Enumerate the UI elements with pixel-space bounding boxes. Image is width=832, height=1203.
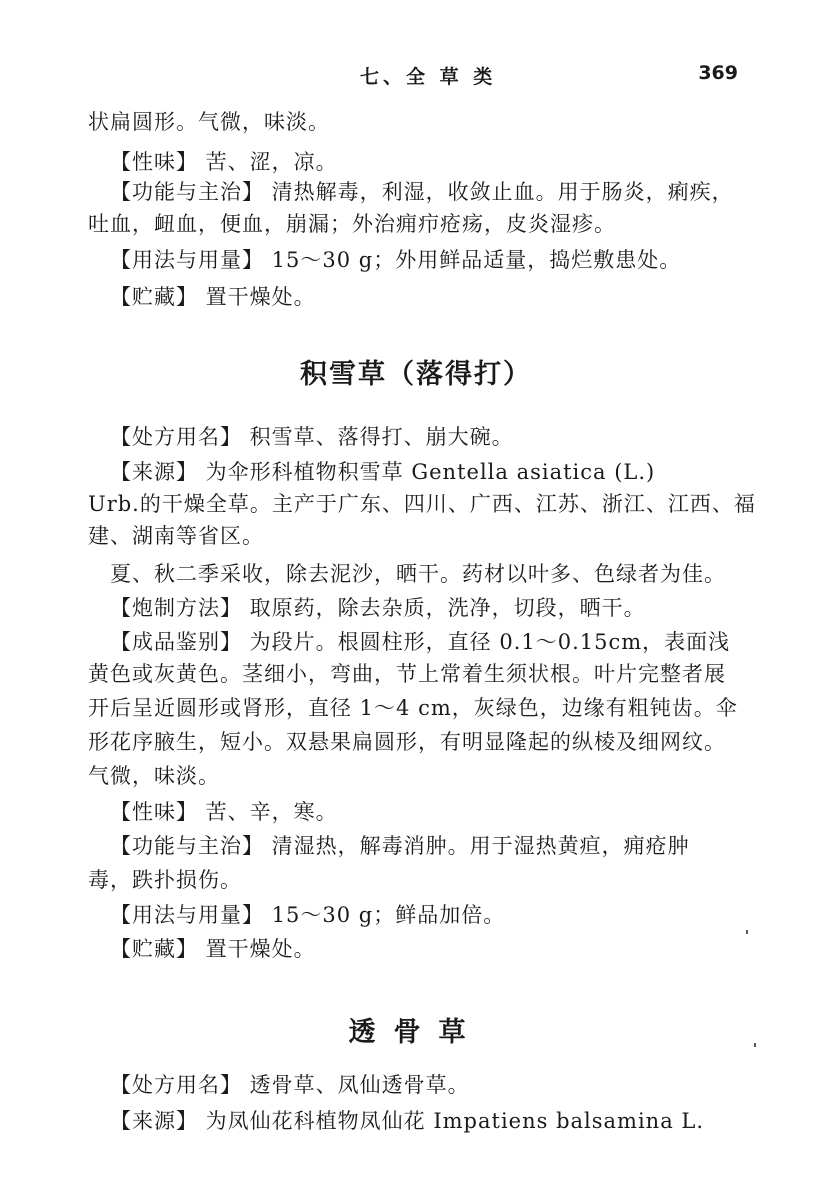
paozhi-line <box>110 594 646 622</box>
zhucang-tag: 【贮藏】 <box>110 285 198 309</box>
chufang-text: 透骨草、凤仙透骨草。 <box>242 1073 470 1097</box>
laiyuan-text: 为凤仙花科植物凤仙花 Impatiens balsamina L. <box>198 1109 705 1133</box>
xingwei-line <box>110 798 338 826</box>
xingwei-text: 苦、涩，凉。 <box>198 150 338 174</box>
yongfa-text: 15～30 g；外用鲜品适量，捣烂敷患处。 <box>264 248 682 272</box>
yongfa-tag: 【用法与用量】 <box>110 248 264 272</box>
xingwei-text: 苦、辛，寒。 <box>198 800 338 824</box>
jianbie-text: 为段片。根圆柱形，直径 0.1～0.15cm，表面浅 <box>242 630 731 654</box>
text-line: 吐血，衄血，便血，崩漏；外治痈疖疮疡，皮炎湿疹。 <box>88 212 616 236</box>
laiyuan-line <box>110 1107 704 1135</box>
paozhi-tag: 【炮制方法】 <box>110 596 242 620</box>
gongneng-tag: 【功能与主治】 <box>110 180 264 204</box>
zhucang-text: 置干燥处。 <box>198 937 316 961</box>
text-line: 形花序腋生，短小。双悬果扁圆形，有明显隆起的纵棱及细网纹。 <box>88 730 726 754</box>
gongneng-text: 清热解毒，利湿，收敛止血。用于肠炎，痢疾， <box>264 180 734 204</box>
text-line: 气微，味淡。 <box>88 764 220 788</box>
jianbie-tag: 【成品鉴别】 <box>110 630 242 654</box>
text-line: 开后呈近圆形或肾形，直径 1～4 cm，灰绿色，边缘有粗钝齿。伞 <box>88 696 738 720</box>
gongneng-line <box>110 178 734 206</box>
scan-speck <box>754 1043 756 1047</box>
text-line: 夏、秋二季采收，除去泥沙，晒干。药材以叶多、色绿者为佳。 <box>110 562 726 586</box>
zhucang-line <box>110 935 316 963</box>
yongfa-tag: 【用法与用量】 <box>110 903 264 927</box>
chufang-tag: 【处方用名】 <box>110 1073 242 1097</box>
scan-speck <box>746 930 748 934</box>
section-title: 七、全 草 类 <box>360 66 497 88</box>
yongfa-text: 15～30 g；鲜品加倍。 <box>264 903 506 927</box>
yongfa-line <box>110 246 681 274</box>
gongneng-tag: 【功能与主治】 <box>110 834 264 858</box>
text-line: 黄色或灰黄色。茎细小，弯曲，节上常着生须状根。叶片完整者展 <box>88 662 726 686</box>
zhucang-tag: 【贮藏】 <box>110 937 198 961</box>
gongneng-line <box>110 832 690 860</box>
chufang-tag: 【处方用名】 <box>110 425 242 449</box>
zhucang-line <box>110 283 316 311</box>
xingwei-tag: 【性味】 <box>110 150 198 174</box>
laiyuan-text: 为伞形科植物积雪草 Gentella asiatica (L.) <box>198 460 656 484</box>
chufang-line <box>110 423 514 451</box>
zhucang-text: 置干燥处。 <box>198 285 316 309</box>
text-line: 状扁圆形。气微，味淡。 <box>88 110 330 134</box>
laiyuan-line <box>110 458 655 486</box>
laiyuan-tag: 【来源】 <box>110 1109 198 1133</box>
entry-heading: 透骨草 <box>348 1017 484 1048</box>
xingwei-line <box>110 148 338 176</box>
running-header <box>0 62 832 92</box>
jianbie-line <box>110 628 730 656</box>
yongfa-line <box>110 901 505 929</box>
gongneng-text: 清湿热，解毒消肿。用于湿热黄疸，痈疮肿 <box>264 834 690 858</box>
text-line: 建、湖南等省区。 <box>88 524 264 548</box>
text-line: Urb.的干燥全草。主产于广东、四川、广西、江苏、浙江、江西、福 <box>88 492 756 516</box>
page-number: 369 <box>698 62 738 84</box>
chufang-text: 积雪草、落得打、崩大碗。 <box>242 425 514 449</box>
text-line: 毒，跌扑损伤。 <box>88 868 242 892</box>
laiyuan-tag: 【来源】 <box>110 460 198 484</box>
chufang-line <box>110 1071 470 1099</box>
paozhi-text: 取原药，除去杂质，洗净，切段，晒干。 <box>242 596 646 620</box>
xingwei-tag: 【性味】 <box>110 800 198 824</box>
entry-heading: 积雪草（落得打） <box>300 359 532 390</box>
